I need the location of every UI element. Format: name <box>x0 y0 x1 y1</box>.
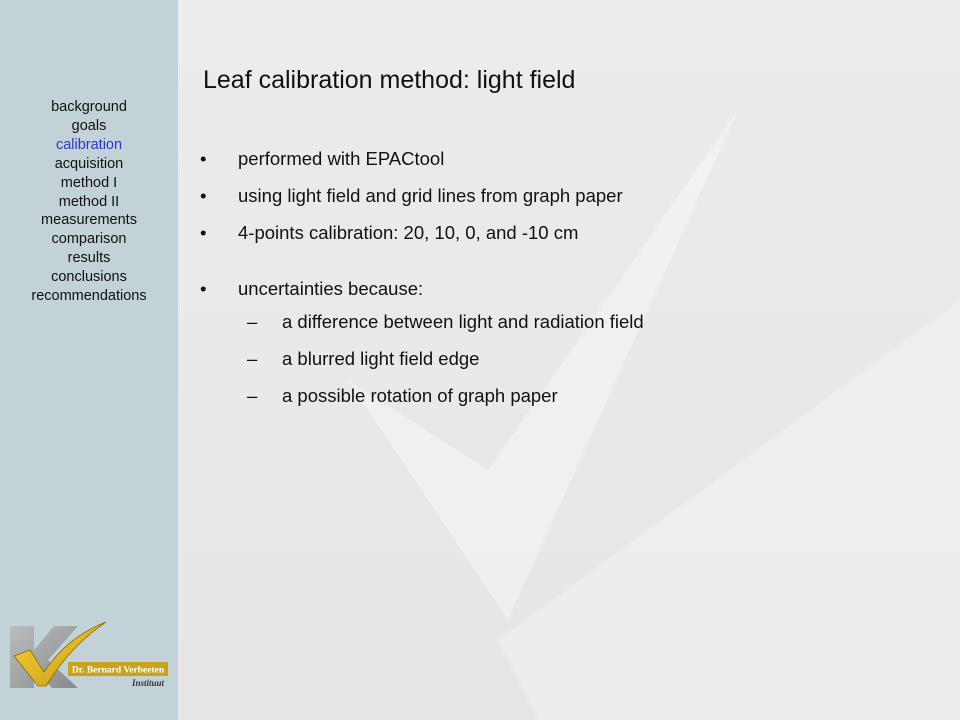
bullet-marker: • <box>200 148 207 169</box>
slide-content <box>178 0 960 720</box>
sub-bullet-text: a possible rotation of graph paper <box>282 385 558 406</box>
sidebar <box>0 0 178 720</box>
bullet-item <box>200 184 940 208</box>
bullet-item <box>200 147 940 171</box>
nav-item-calibration[interactable]: calibration <box>55 136 123 153</box>
sub-bullet-text: a difference between light and radiation field <box>282 311 644 332</box>
sub-bullet-list <box>238 310 940 408</box>
slide-title: Leaf calibration method: light field <box>203 66 576 94</box>
sub-bullet-item <box>238 347 940 371</box>
bullet-marker: • <box>200 278 207 299</box>
nav-item-measurements[interactable]: measurements <box>41 212 137 229</box>
bullet-text: performed with EPACtool <box>238 148 445 169</box>
nav-item-goals[interactable]: goals <box>71 117 107 134</box>
bullet-item <box>200 221 940 245</box>
section-nav <box>0 98 178 306</box>
bullet-text: uncertainties because: <box>238 278 424 299</box>
institute-logo <box>8 620 170 690</box>
sub-bullet-text: a blurred light field edge <box>282 348 480 369</box>
nav-item-recommendations[interactable]: recommendations <box>31 288 147 305</box>
nav-item-results[interactable]: results <box>67 250 111 267</box>
nav-item-method-2[interactable]: method II <box>58 193 120 210</box>
bullet-marker: • <box>200 185 207 206</box>
logo-name-text: Dr. Bernard Verbeeten <box>71 665 165 676</box>
dash-marker: – <box>247 385 258 406</box>
nav-item-comparison[interactable]: comparison <box>51 231 127 248</box>
bullet-marker: • <box>200 222 207 243</box>
bullet-list <box>200 147 940 421</box>
nav-item-background[interactable]: background <box>51 99 127 115</box>
nav-item-conclusions[interactable]: conclusions <box>51 269 127 286</box>
nav-item-acquisition[interactable]: acquisition <box>54 155 124 172</box>
nav-item-method-1[interactable]: method I <box>60 174 118 191</box>
bullet-text: 4-points calibration: 20, 10, 0, and -10 cm <box>238 222 579 243</box>
logo-institute-text: Instituut <box>131 678 164 688</box>
dash-marker: – <box>247 348 258 369</box>
sub-bullet-item <box>238 384 940 408</box>
bullet-text: using light field and grid lines from graph paper <box>238 185 623 206</box>
sub-bullet-item <box>238 310 940 334</box>
bullet-item <box>200 277 940 408</box>
dash-marker: – <box>247 311 258 332</box>
